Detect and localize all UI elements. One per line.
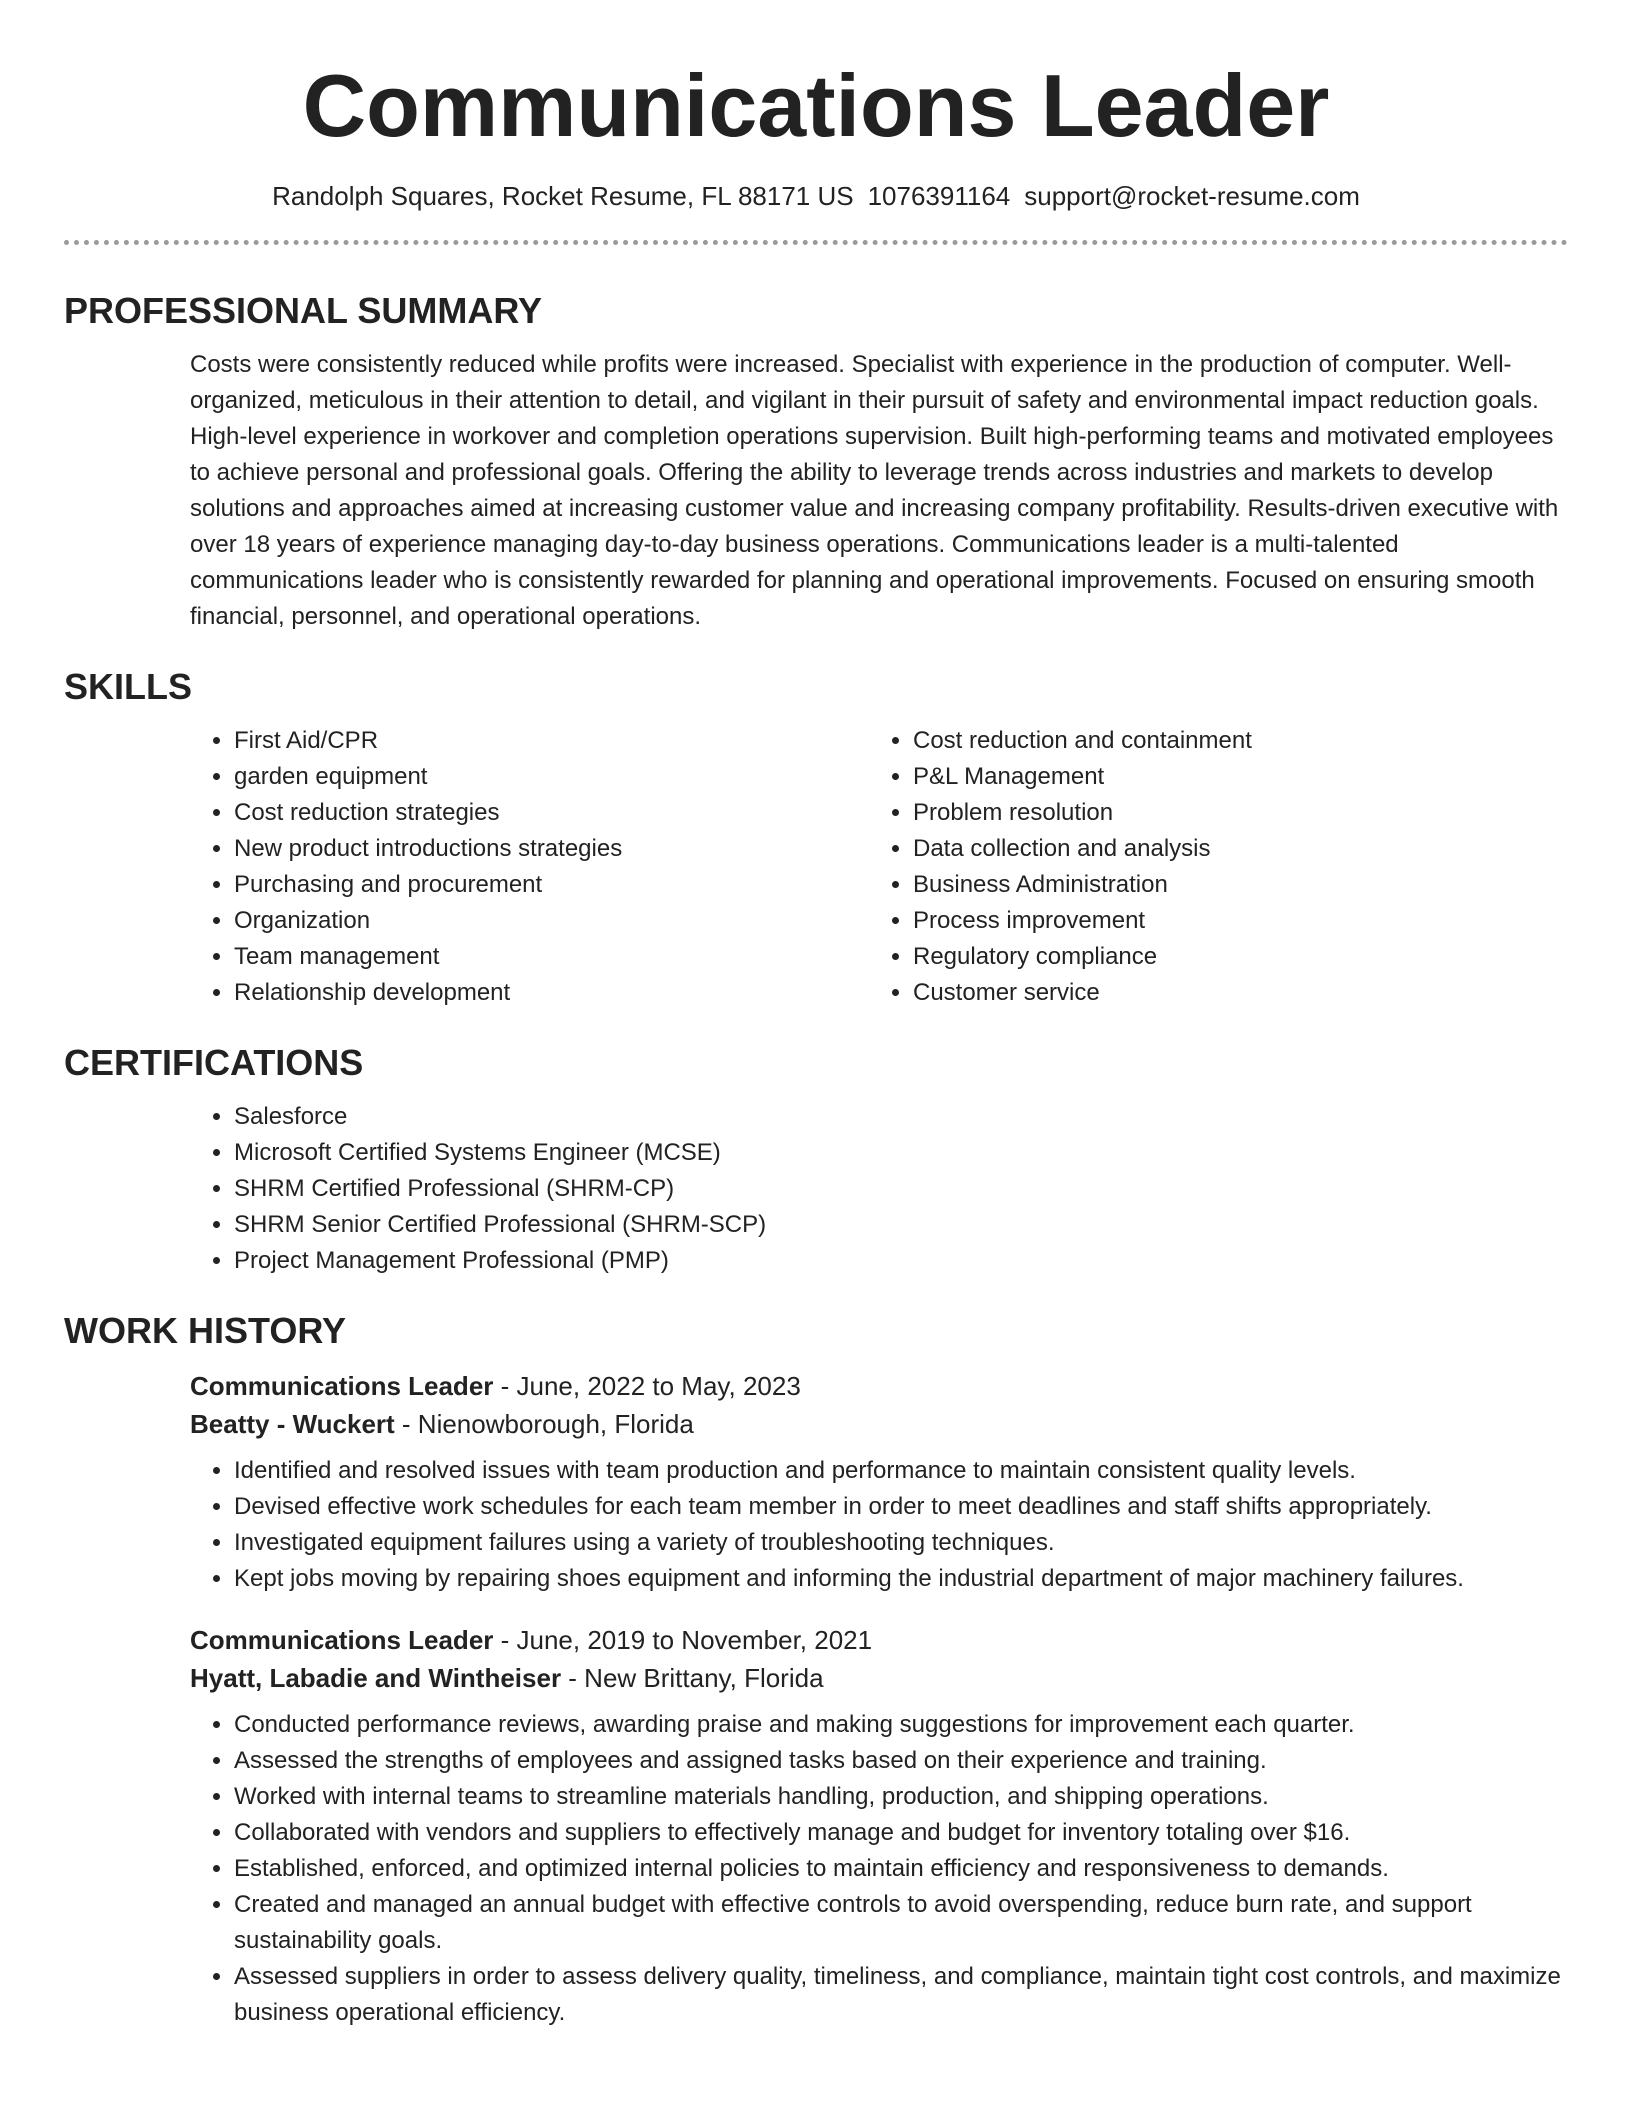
job-bullet: • Conducted performance reviews, awarding praise and making suggestions for improvement each quarter. — [234, 1707, 1568, 1743]
resume-page — [64, 0, 1568, 2031]
skill-item: • P&L Management — [913, 759, 1548, 795]
skills-section — [64, 665, 1568, 1011]
job-entry — [190, 1367, 1568, 1597]
job-bullet: • Identified and resolved issues with team production and performance to maintain consistent quality levels. — [234, 1453, 1568, 1489]
contact-line — [64, 178, 1568, 214]
job-location: - Nienowborough, Florida — [394, 1409, 694, 1439]
certification-item: • Microsoft Certified Systems Engineer (MCSE) — [234, 1135, 1568, 1171]
skills-list-right — [869, 723, 1548, 1011]
skill-item: • Cost reduction and containment — [913, 723, 1548, 759]
skill-item: • garden equipment — [234, 759, 869, 795]
job-role: Communications Leader — [190, 1625, 494, 1655]
skill-item: • New product introductions strategies — [234, 831, 869, 867]
job-dates: - June, 2022 to May, 2023 — [493, 1371, 801, 1401]
skill-item: • Purchasing and procurement — [234, 867, 869, 903]
certification-item: • Salesforce — [234, 1099, 1568, 1135]
job-bullets — [190, 1453, 1568, 1597]
job-bullet: • Collaborated with vendors and suppliers to effectively manage and budget for inventory totaling over $16. — [234, 1815, 1568, 1851]
job-bullet: • Kept jobs moving by repairing shoes equipment and informing the industrial department of major machinery failures. — [234, 1561, 1568, 1597]
certification-item: • SHRM Certified Professional (SHRM-CP) — [234, 1171, 1568, 1207]
summary-heading: PROFESSIONAL SUMMARY — [64, 290, 543, 331]
job-bullet: • Investigated equipment failures using a variety of troubleshooting techniques. — [234, 1525, 1568, 1561]
contact-phone: 1076391164 — [867, 181, 1011, 211]
skill-item: • Regulatory compliance — [913, 939, 1548, 975]
work-history-section — [64, 1309, 1568, 2031]
job-title-line — [190, 1621, 1568, 1659]
job-role: Communications Leader — [190, 1371, 494, 1401]
skill-item: • Customer service — [913, 975, 1548, 1011]
job-bullet: • Established, enforced, and optimized internal policies to maintain efficiency and responsiveness to demands. — [234, 1851, 1568, 1887]
job-title-line — [190, 1367, 1568, 1405]
skill-item: • Cost reduction strategies — [234, 795, 869, 831]
candidate-name: Communications Leader — [302, 56, 1330, 155]
certifications-list — [190, 1099, 1568, 1279]
job-company: Hyatt, Labadie and Wintheiser — [190, 1663, 562, 1693]
certification-item: • Project Management Professional (PMP) — [234, 1243, 1568, 1279]
certification-item: • SHRM Senior Certified Professional (SHRM-SCP) — [234, 1207, 1568, 1243]
work-history-heading: WORK HISTORY — [64, 1310, 347, 1351]
skill-item: • Process improvement — [913, 903, 1548, 939]
skills-heading: SKILLS — [64, 666, 193, 707]
skill-item: • Team management — [234, 939, 869, 975]
skill-item: • Relationship development — [234, 975, 869, 1011]
job-location: - New Brittany, Florida — [561, 1663, 824, 1693]
skill-item: • Data collection and analysis — [913, 831, 1548, 867]
job-bullet: • Assessed suppliers in order to assess delivery quality, timeliness, and compliance, maintain tight cost controls, and maximize business operational efficiency. — [234, 1959, 1568, 2031]
job-company: Beatty - Wuckert — [190, 1409, 395, 1439]
job-bullets — [190, 1707, 1568, 2031]
job-bullet: • Created and managed an annual budget with effective controls to avoid overspending, reduce burn rate, and support sustainability goals. — [234, 1887, 1568, 1959]
job-bullet: • Worked with internal teams to streamline materials handling, production, and shipping operations. — [234, 1779, 1568, 1815]
job-company-line — [190, 1405, 1568, 1443]
skill-item: • Business Administration — [913, 867, 1548, 903]
summary-text: Costs were consistently reduced while profits were increased. Specialist with experience in the production of computer. Well-organized, meticulous in their attention to detail, and vigilant in their pursuit of safety and environmental impact reduction goals. High-level experience in workover and completion operations supervision. Built high-performing teams and motivated employees to achieve personal and professional goals. Offering the ability to leverage trends across industries and markets to develop solutions and approaches aimed at increasing customer value and increasing company profitability. Results-driven executive with over 18 years of experience managing day-to-day business operations. Communications leader is a multi-talented communications leader who is consistently rewarded for planning and operational improvements. Focused on ensuring smooth financial, personnel, and operational operations. — [190, 351, 1559, 630]
header-divider — [64, 240, 1568, 245]
job-entry — [190, 1621, 1568, 2031]
contact-email: support@rocket-resume.com — [1024, 181, 1360, 211]
skill-item: • Problem resolution — [913, 795, 1548, 831]
skills-list-left — [190, 723, 869, 1011]
job-bullet: • Assessed the strengths of employees and assigned tasks based on their experience and training. — [234, 1743, 1568, 1779]
job-bullet: • Devised effective work schedules for each team member in order to meet deadlines and staff shifts appropriately. — [234, 1489, 1568, 1525]
certifications-section — [64, 1041, 1568, 1279]
contact-address: Randolph Squares, Rocket Resume, FL 88171 US — [272, 181, 854, 211]
job-company-line — [190, 1659, 1568, 1697]
skills-columns — [190, 723, 1568, 1011]
skill-item: • Organization — [234, 903, 869, 939]
skill-item: • First Aid/CPR — [234, 723, 869, 759]
job-dates: - June, 2019 to November, 2021 — [493, 1625, 873, 1655]
certifications-heading: CERTIFICATIONS — [64, 1042, 364, 1083]
